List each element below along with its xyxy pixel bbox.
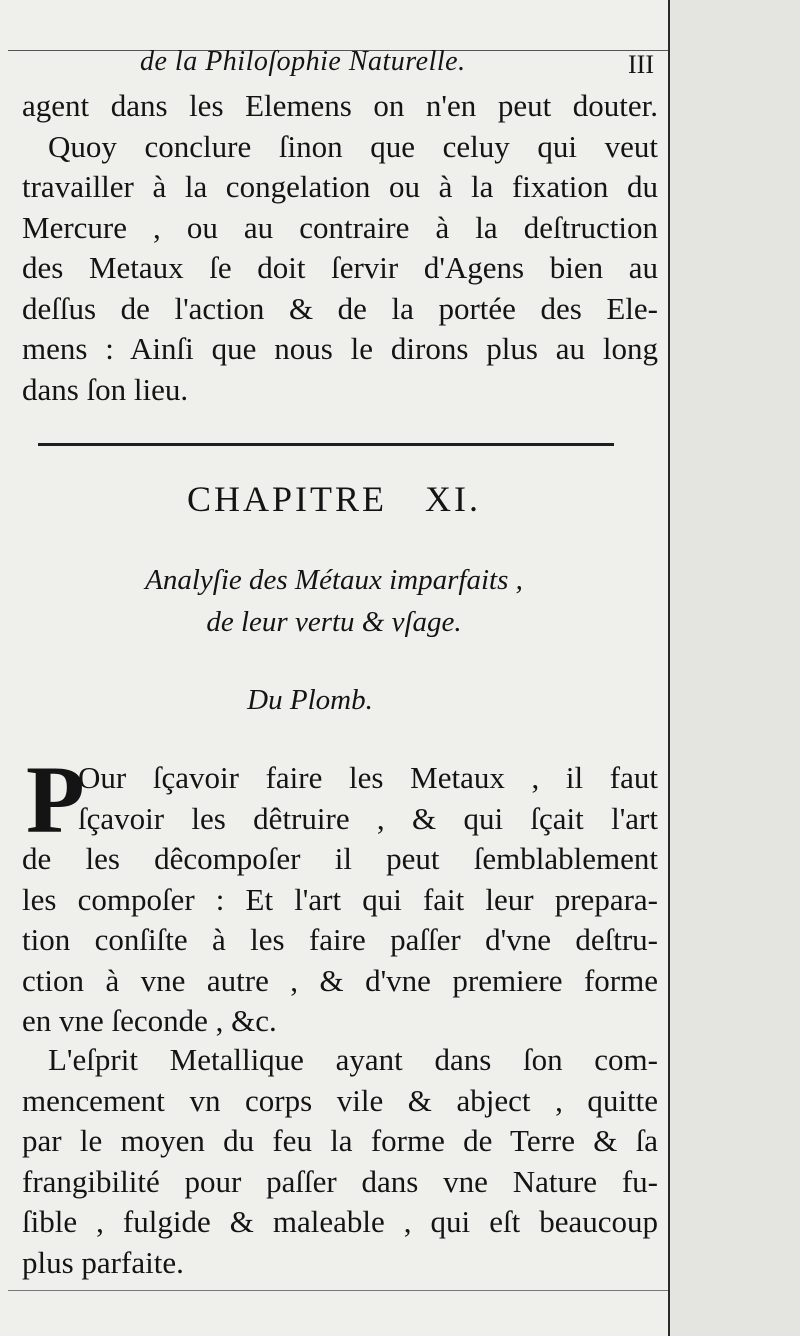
top-paragraph: [22, 86, 658, 410]
text-line: L'eſprit Metallique ayant dans ſon com-: [48, 1042, 658, 1077]
paragraph-one: [22, 758, 658, 1042]
text-line: travailler à la congelation ou à la fixation du: [22, 169, 658, 204]
text-line: frangibilité pour paſſer dans vne Nature fu-: [22, 1163, 658, 1199]
page-number: III: [628, 50, 654, 79]
footer-rule: [8, 1290, 668, 1291]
text-line: agent dans les Elemens on n'en peut douter.: [22, 88, 658, 123]
text-line: dans ſon lieu.: [22, 371, 189, 407]
text-line: Our ſçavoir faire les Metaux , il faut: [78, 760, 658, 795]
text-line: plus parfaite.: [22, 1244, 184, 1280]
text-line: mencement vn corps vile & abject , quitte: [22, 1082, 658, 1118]
text-line: mens : Ainſi que nous le dirons plus au long: [22, 331, 658, 366]
running-head: [20, 46, 660, 84]
chapter-subtitle-line1: Analyſie des Métaux imparfaits ,: [145, 564, 523, 596]
text-line: les compoſer : Et l'art qui fait leur prepara-: [22, 881, 658, 917]
text-line: Quoy conclure ſinon que celuy qui veut: [48, 128, 658, 164]
paragraph-two: [22, 1040, 658, 1283]
text-line: en vne ſeconde , &c.: [22, 1003, 277, 1038]
running-title: de la Philoſophie Naturelle.: [140, 46, 466, 77]
chapter-rule: [38, 443, 614, 446]
text-line: ſçavoir les dêtruire , & qui ſçait l'art: [78, 800, 658, 836]
text-line: ction à vne autre , & d'vne premiere forme: [22, 962, 658, 998]
text-line: des Metaux ſe doit ſervir d'Agens bien au: [22, 250, 658, 285]
chapter-subtitle-line2: de leur vertu & vſage.: [206, 606, 462, 638]
chapter-heading: CHAPITRE XI.: [187, 479, 481, 519]
text-line: deſſus de l'action & de la portée des Ele-: [22, 290, 658, 326]
section-heading: Du Plomb.: [247, 684, 373, 716]
text-line: de les dêcompoſer il peut ſemblablement: [22, 841, 658, 876]
drop-cap: P: [26, 746, 85, 853]
text-line: ſible , fulgide & maleable , qui eſt beaucoup: [22, 1204, 658, 1239]
text-line: par le moyen du feu la forme de Terre & ſa: [22, 1123, 658, 1158]
page-gutter: [668, 0, 800, 1336]
text-line: tion conſiſte à les faire paſſer d'vne deſtru-: [22, 922, 658, 957]
text-line: Mercure , ou au contraire à la deſtruction: [22, 209, 658, 245]
